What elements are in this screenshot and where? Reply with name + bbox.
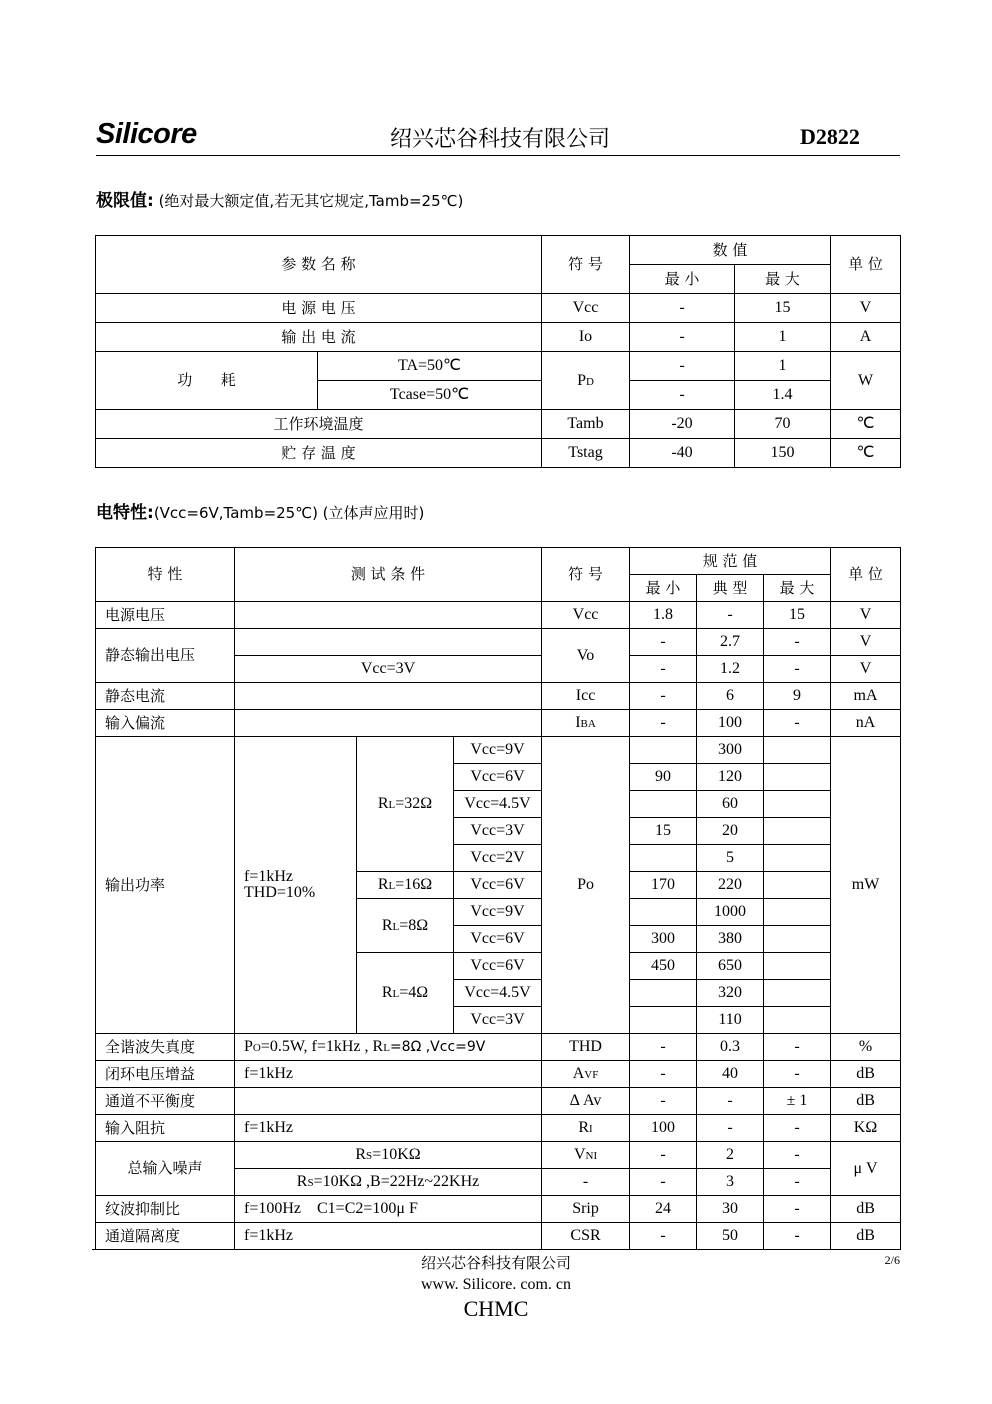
header-symbol: 符 号 xyxy=(542,236,630,294)
cell: CSR xyxy=(542,1223,630,1250)
row-label: 静态输出电压 xyxy=(96,629,235,683)
cell: 5 xyxy=(697,845,764,872)
cell: 120 xyxy=(697,764,764,791)
cell: -40 xyxy=(630,439,735,468)
cell: 0.3 xyxy=(697,1034,764,1061)
company-name: 绍兴芯谷科技有限公司 xyxy=(389,127,610,152)
table-row xyxy=(96,737,901,764)
cell: - xyxy=(630,294,735,323)
table-row xyxy=(96,352,901,381)
cell: 40 xyxy=(697,1061,764,1088)
cell: ± 1 xyxy=(764,1088,831,1115)
cell: Vcc=4.5V xyxy=(454,791,542,818)
header-min: 最 小 xyxy=(630,575,697,602)
cell: Tcase=50℃ xyxy=(318,381,542,410)
cell: V xyxy=(831,294,901,323)
cell: dB xyxy=(831,1196,901,1223)
table-row xyxy=(96,629,901,656)
header-value: 数 值 xyxy=(630,236,831,265)
cell xyxy=(764,737,831,764)
cell: 15 xyxy=(735,294,831,323)
cell: IBA xyxy=(542,710,630,737)
cell: RL=4Ω xyxy=(357,953,454,1034)
cell: 320 xyxy=(697,980,764,1007)
cell: 170 xyxy=(630,872,697,899)
cell xyxy=(630,899,697,926)
cell: AVF xyxy=(542,1061,630,1088)
cell: 9 xyxy=(764,683,831,710)
cell: - xyxy=(630,656,697,683)
page-number: 2/6 xyxy=(884,1253,900,1267)
cell xyxy=(764,980,831,1007)
logo: Silicore xyxy=(96,118,197,150)
cell: 24 xyxy=(630,1196,697,1223)
cell: - xyxy=(764,1034,831,1061)
cell: Vcc=6V xyxy=(454,953,542,980)
cell: 1000 xyxy=(697,899,764,926)
cell: 100 xyxy=(697,710,764,737)
table-row xyxy=(96,1223,901,1250)
cell: - xyxy=(764,1115,831,1142)
cell xyxy=(764,953,831,980)
cell: dB xyxy=(831,1061,901,1088)
cell: TA=50℃ xyxy=(318,352,542,381)
cell: 110 xyxy=(697,1007,764,1034)
cell: Tamb xyxy=(542,410,630,439)
header-min: 最 小 xyxy=(630,265,735,294)
table-row xyxy=(96,683,901,710)
cell: Vcc=3V xyxy=(454,818,542,845)
cell: 650 xyxy=(697,953,764,980)
cell: V xyxy=(831,602,901,629)
cell xyxy=(630,737,697,764)
footer-rule xyxy=(92,1249,900,1250)
row-label: 静态电流 xyxy=(96,683,235,710)
cell: - xyxy=(630,629,697,656)
cell: - xyxy=(697,602,764,629)
cell: Vcc=9V xyxy=(454,737,542,764)
cell: 380 xyxy=(697,926,764,953)
table-row xyxy=(96,1061,901,1088)
cell: 1 xyxy=(735,352,831,381)
cell xyxy=(630,845,697,872)
cell: -20 xyxy=(630,410,735,439)
cell: - xyxy=(630,1169,697,1196)
cell: 100 xyxy=(630,1115,697,1142)
cell: ℃ xyxy=(831,439,901,468)
row-label: 贮 存 温 度 xyxy=(96,439,542,468)
cell: Vcc=6V xyxy=(454,926,542,953)
cell: - xyxy=(764,656,831,683)
cell: 15 xyxy=(630,818,697,845)
cell: 50 xyxy=(697,1223,764,1250)
cell: RS=10KΩ xyxy=(235,1142,542,1169)
cell: f=1kHz xyxy=(235,1115,542,1142)
cell: dB xyxy=(831,1223,901,1250)
row-label: 输入偏流 xyxy=(96,710,235,737)
cell: RS=10KΩ ,B=22Hz~22KHz xyxy=(235,1169,542,1196)
cell: Po xyxy=(542,737,630,1034)
cell xyxy=(630,791,697,818)
cell: - xyxy=(697,1115,764,1142)
cell: 20 xyxy=(697,818,764,845)
header-rule xyxy=(96,155,900,156)
cell xyxy=(235,1088,542,1115)
cell: Δ Av xyxy=(542,1088,630,1115)
cell: - xyxy=(630,683,697,710)
table-row xyxy=(96,710,901,737)
header-char: 特 性 xyxy=(96,548,235,602)
cell: VNI xyxy=(542,1142,630,1169)
table-row xyxy=(96,1142,901,1169)
row-label: 输入阻抗 xyxy=(96,1115,235,1142)
row-label: 输出功率 xyxy=(96,737,235,1034)
header-max: 最 大 xyxy=(764,575,831,602)
cell: f=1kHz xyxy=(235,1061,542,1088)
cell xyxy=(235,629,542,656)
cell: - xyxy=(764,1196,831,1223)
row-label: 通道不平衡度 xyxy=(96,1088,235,1115)
table-row xyxy=(96,410,901,439)
cell: - xyxy=(630,352,735,381)
cell: - xyxy=(630,710,697,737)
elec-table xyxy=(95,547,901,1250)
cell: Vcc=9V xyxy=(454,899,542,926)
cell: - xyxy=(764,1169,831,1196)
cell: Icc xyxy=(542,683,630,710)
table-row xyxy=(96,1115,901,1142)
cell: Vcc=4.5V xyxy=(454,980,542,1007)
cell: THD xyxy=(542,1034,630,1061)
cell xyxy=(764,899,831,926)
header-cond: 测 试 条 件 xyxy=(235,548,542,602)
row-label: 功 耗 xyxy=(96,352,318,410)
cell: 30 xyxy=(697,1196,764,1223)
cell xyxy=(764,926,831,953)
cell: RL=32Ω xyxy=(357,737,454,872)
cell: μ V xyxy=(831,1142,901,1196)
footer-brand: CHMC xyxy=(463,1296,529,1321)
cell: 150 xyxy=(735,439,831,468)
cell: - xyxy=(630,1142,697,1169)
limits-table xyxy=(95,235,901,468)
cell: 300 xyxy=(630,926,697,953)
table-row xyxy=(96,439,901,468)
cell: 3 xyxy=(697,1169,764,1196)
cell: - xyxy=(630,1223,697,1250)
cell xyxy=(764,1007,831,1034)
cell: PO=0.5W, f=1kHz , RL=8Ω ,Vcc=9V xyxy=(235,1034,542,1061)
cell: Vcc=3V xyxy=(235,656,542,683)
cell: Vcc=6V xyxy=(454,872,542,899)
header-typ: 典 型 xyxy=(697,575,764,602)
cell xyxy=(235,602,542,629)
row-label: 输 出 电 流 xyxy=(96,323,542,352)
cell: V xyxy=(831,629,901,656)
cell: 1.2 xyxy=(697,656,764,683)
cell: - xyxy=(630,1088,697,1115)
elec-heading: 电特性:(Vcc=6V,Tamb=25℃) (立体声应用时) xyxy=(96,503,425,523)
cell xyxy=(235,710,542,737)
cell: 1.8 xyxy=(630,602,697,629)
cell: Vcc=3V xyxy=(454,1007,542,1034)
cell xyxy=(764,818,831,845)
cell: - xyxy=(542,1169,630,1196)
cell: 450 xyxy=(630,953,697,980)
row-label: 闭环电压增益 xyxy=(96,1061,235,1088)
row-label: 总输入噪声 xyxy=(96,1142,235,1196)
cell: mW xyxy=(831,737,901,1034)
cell: Vcc=6V xyxy=(454,764,542,791)
cell: Tstag xyxy=(542,439,630,468)
cell: - xyxy=(630,1034,697,1061)
cell: 300 xyxy=(697,737,764,764)
cell: 60 xyxy=(697,791,764,818)
table-row xyxy=(96,1196,901,1223)
cell: - xyxy=(630,381,735,410)
cell: - xyxy=(764,1142,831,1169)
row-label: 通道隔离度 xyxy=(96,1223,235,1250)
cell: - xyxy=(697,1088,764,1115)
footer-url: www. Silicore. com. cn xyxy=(420,1276,572,1293)
row-label: 电源电压 xyxy=(96,602,235,629)
cell: 70 xyxy=(735,410,831,439)
cell: - xyxy=(630,1061,697,1088)
cell: Io xyxy=(542,323,630,352)
row-label: 全谐波失真度 xyxy=(96,1034,235,1061)
cell: RL=16Ω xyxy=(357,872,454,899)
cell: 1.4 xyxy=(735,381,831,410)
cell: 1 xyxy=(735,323,831,352)
cell xyxy=(630,1007,697,1034)
cell: nA xyxy=(831,710,901,737)
cell xyxy=(630,980,697,1007)
cell: mA xyxy=(831,683,901,710)
cell xyxy=(235,683,542,710)
header-unit: 单 位 xyxy=(831,548,901,602)
cell: 220 xyxy=(697,872,764,899)
header-max: 最 大 xyxy=(735,265,831,294)
header-symbol: 符 号 xyxy=(542,548,630,602)
cell: Vcc xyxy=(542,602,630,629)
cell: f=1kHz THD=10% xyxy=(235,737,357,1034)
cell: - xyxy=(764,1223,831,1250)
table-row xyxy=(96,323,901,352)
cell: Vcc=2V xyxy=(454,845,542,872)
cell: 2 xyxy=(697,1142,764,1169)
cell: % xyxy=(831,1034,901,1061)
cell: 15 xyxy=(764,602,831,629)
cell: f=1kHz xyxy=(235,1223,542,1250)
cell: Vo xyxy=(542,629,630,683)
header-unit: 单 位 xyxy=(831,236,901,294)
table-row xyxy=(96,602,901,629)
cell: ℃ xyxy=(831,410,901,439)
cell: f=100Hz C1=C2=100μ F xyxy=(235,1196,542,1223)
header-spec: 规 范 值 xyxy=(630,548,831,575)
cell: - xyxy=(630,323,735,352)
row-label: 工作环境温度 xyxy=(96,410,542,439)
table-row xyxy=(96,294,901,323)
part-number: D2822 xyxy=(800,124,860,149)
cell: - xyxy=(764,710,831,737)
limits-heading: 极限值: (绝对最大额定值,若无其它规定,Tamb=25℃) xyxy=(96,191,464,211)
cell: W xyxy=(831,352,901,410)
cell: Srip xyxy=(542,1196,630,1223)
cell: V xyxy=(831,656,901,683)
row-label: 纹波抑制比 xyxy=(96,1196,235,1223)
cell: - xyxy=(764,1061,831,1088)
cell: 90 xyxy=(630,764,697,791)
footer-company: 绍兴芯谷科技有限公司 xyxy=(420,1254,571,1272)
cell xyxy=(764,764,831,791)
cell: PD xyxy=(542,352,630,410)
cell xyxy=(764,872,831,899)
cell: Vcc xyxy=(542,294,630,323)
cell: RI xyxy=(542,1115,630,1142)
table-row xyxy=(96,1034,901,1061)
cell: 2.7 xyxy=(697,629,764,656)
cell: A xyxy=(831,323,901,352)
row-label: 电 源 电 压 xyxy=(96,294,542,323)
cell: KΩ xyxy=(831,1115,901,1142)
cell xyxy=(764,791,831,818)
cell: RL=8Ω xyxy=(357,899,454,953)
cell: dB xyxy=(831,1088,901,1115)
cell: - xyxy=(764,629,831,656)
table-row xyxy=(96,1088,901,1115)
cell: 6 xyxy=(697,683,764,710)
cell xyxy=(764,845,831,872)
header-param: 参 数 名 称 xyxy=(96,236,542,294)
